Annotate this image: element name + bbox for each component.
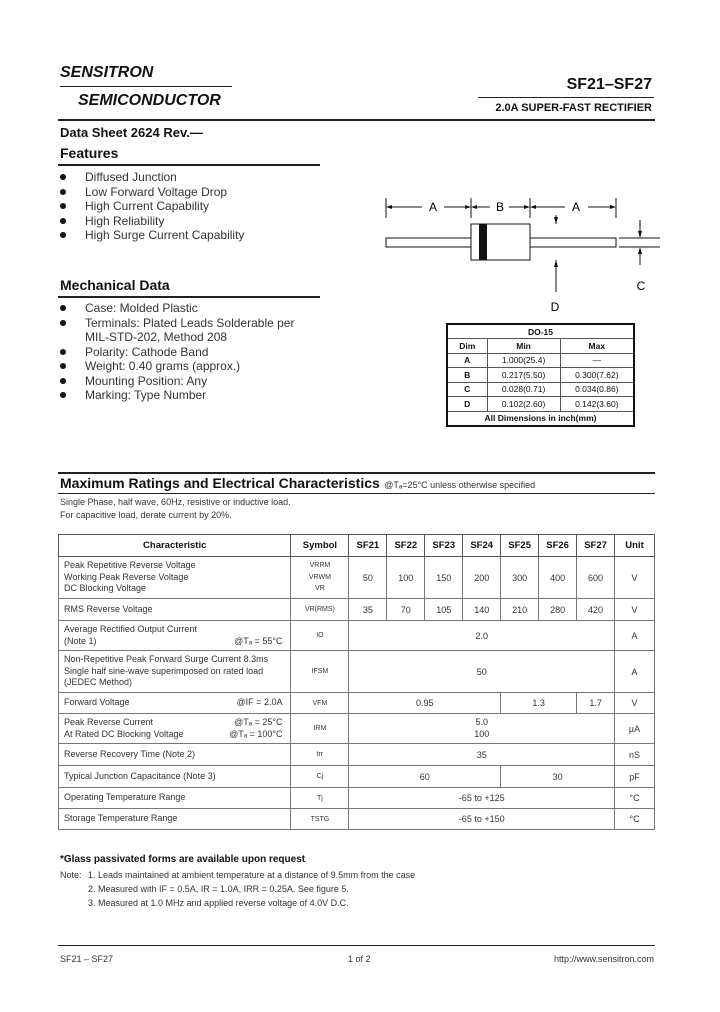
column-header: SF25 [501,535,539,557]
table-cell: 0.142(3.60) [560,397,634,412]
dim-label-d: D [550,300,560,314]
characteristic-cell: Typical Junction Capacitance (Note 3) [59,766,291,788]
list-item: Low Forward Voltage Drop [60,185,244,200]
table-row [59,599,655,621]
symbol-cell [291,557,349,599]
characteristic-note: (Note 1) [64,635,97,646]
list-item: Case: Molded Plastic [60,301,294,316]
test-condition: @Tₐ = 100°C [229,728,283,739]
brand-line1: SENSITRON [60,64,154,81]
table-cell: 0.217(5.50) [487,368,560,383]
table-row [447,397,634,412]
unit-cell: V [615,599,655,621]
column-header: Characteristic [59,535,291,557]
column-header: SF21 [349,535,387,557]
characteristic-text: Peak Repetitive Reverse Voltage [64,560,196,571]
symbol-cell: Tj [291,788,349,809]
column-header: SF22 [387,535,425,557]
value-cell: 400 [539,557,577,599]
value-cell: 210 [501,599,539,621]
value-cell: 0.95 [349,693,501,714]
list-item: Diffused Junction [60,170,244,185]
symbol-text: VR [315,585,325,593]
unit-cell: µA [615,714,655,744]
list-item: Polarity: Cathode Band [60,345,294,360]
table-row [447,382,634,397]
test-condition: @IF = 2.0A [236,697,283,708]
column-header: Dim [447,339,487,354]
value-cell: 600 [577,557,615,599]
divider [60,86,232,87]
characteristic-cell [59,557,291,599]
characteristic-cell [59,621,291,651]
test-condition: @Tₐ = 25°C [234,717,283,727]
subtitle: 2.0A SUPER-FAST RECTIFIER [495,102,652,114]
cathode-band [479,224,487,260]
ratings-note1: Single Phase, half wave, 60Hz, resistive or inductive load. [60,497,291,507]
value-cell: 60 [349,766,501,788]
column-header: Symbol [291,535,349,557]
characteristic-text [64,717,287,729]
footer-part: SF21 – SF27 [60,954,114,964]
characteristic-cell: RMS Reverse Voltage [59,599,291,621]
characteristic-cell [59,714,291,744]
table-cell: B [447,368,487,383]
characteristic-cell: Reverse Recovery Time (Note 2) [59,744,291,766]
value-cell: 280 [539,599,577,621]
value-cell: 1.7 [577,693,615,714]
characteristic-label: At Rated DC Blocking Voltage [64,728,184,739]
characteristic-text: Working Peak Reverse Voltage [64,571,189,582]
brand-line2: SEMICONDUCTOR [78,92,221,109]
divider [478,97,654,98]
value-cell [349,714,615,744]
page-number: 1 of 2 [348,954,371,964]
characteristic-text: Forward Voltage [64,697,130,708]
table-row [59,621,655,651]
characteristic-text [64,729,287,741]
value-cell: 30 [501,766,615,788]
value-cell: -65 to +150 [349,809,615,830]
part-range: SF21–SF27 [566,76,652,93]
symbol-text: VRRM [309,562,331,570]
note-item: 2. Measured with IF = 0.5A, IR = 1.0A, IRR = 0.25A. See figure 5. [88,884,349,894]
value-cell: 100 [387,557,425,599]
table-cell: D [447,397,487,412]
symbol-cell: IRM [291,714,349,744]
ratings-condition: @Tₐ=25°C unless otherwise specified [384,480,536,490]
characteristic-text: Single half sine-wave superimposed on rated load [64,665,264,676]
value-cell: 150 [425,557,463,599]
unit-cell: V [615,557,655,599]
value-cell: 50 [349,557,387,599]
dim-label-b: B [495,200,505,214]
table-row [447,368,634,383]
mechanical-list [60,301,294,403]
table-cell: 1.000(25.4) [487,353,560,368]
column-header: SF24 [463,535,501,557]
features-title: Features [60,145,119,161]
list-item: Weight: 0.40 grams (approx.) [60,359,294,374]
symbol-cell: TSTG [291,809,349,830]
list-item [60,316,294,345]
table-row [59,788,655,809]
footer-rule [58,945,655,946]
unit-cell: A [615,651,655,693]
symbol-cell: IO [291,621,349,651]
list-item: High Current Capability [60,199,244,214]
value-cell: 300 [501,557,539,599]
list-item: High Reliability [60,214,244,229]
notes-label: Note: [60,870,82,880]
value-cell: 35 [349,744,615,766]
table-cell: C [447,382,487,397]
characteristic-text: DC Blocking Voltage [64,583,147,594]
characteristic-text: Non-Repetitive Peak Forward Surge Current 8.3ms [64,654,269,665]
symbol-cell: Cj [291,766,349,788]
value-cell: 420 [577,599,615,621]
characteristic-text: (JEDEC Method) [64,677,133,688]
characteristic-cell [59,693,291,714]
ratings-heading [60,475,535,493]
glass-note: *Glass passivated forms are available upon request [60,854,306,865]
column-header: SF27 [577,535,615,557]
datasheet-rev: Data Sheet 2624 Rev.— [60,125,203,140]
value-cell: 35 [349,599,387,621]
dim-label-a: A [428,200,438,214]
column-header: Max [560,339,634,354]
note-item: 1. Leads maintained at ambient temperature at a distance of 9.5mm from the case [88,870,416,880]
dimensions-table [446,323,635,427]
dim-label-a: A [571,200,581,214]
characteristic-cell: Storage Temperature Range [59,809,291,830]
dim-label-c: C [636,279,646,293]
characteristic-cell: Operating Temperature Range [59,788,291,809]
table-row [59,766,655,788]
table-cell: 0.300(7.62) [560,368,634,383]
table-row [59,809,655,830]
characteristic-text: Average Rectified Output Current [64,624,197,634]
unit-cell: pF [615,766,655,788]
symbol-cell: VR(RMS) [291,599,349,621]
value-cell: 200 [463,557,501,599]
table-row [59,693,655,714]
footer-url[interactable]: http://www.sensitron.com [553,954,654,964]
divider [58,296,320,298]
table-row [59,744,655,766]
unit-cell: V [615,693,655,714]
value-cell: 1.3 [501,693,577,714]
ratings-note2: For capacitive load, derate current by 20%. [60,510,232,520]
section-rule [58,472,655,474]
unit-cell: °C [615,809,655,830]
list-item: High Surge Current Capability [60,228,244,243]
dimensions-footer: All Dimensions in inch(mm) [447,411,634,426]
value-cell: -65 to +125 [349,788,615,809]
symbol-cell: IFSM [291,651,349,693]
test-condition: @Tₐ = 55°C [234,635,283,646]
value-cell: 140 [463,599,501,621]
table-cell: A [447,353,487,368]
symbol-cell: VFM [291,693,349,714]
diode-outline-drawing [370,190,670,320]
list-item: Mounting Position: Any [60,374,294,389]
column-header: SF23 [425,535,463,557]
divider [58,164,320,166]
list-item-continuation: MIL-STD-202, Method 208 [85,330,228,344]
table-cell: 0.034(0.86) [560,382,634,397]
value-text: 100 [474,728,490,739]
unit-cell: °C [615,788,655,809]
characteristic-label: Peak Reverse Current [64,717,154,727]
unit-cell: nS [615,744,655,766]
value-cell: 2.0 [349,621,615,651]
column-header: Unit [615,535,655,557]
divider [58,493,655,494]
column-header: Min [487,339,560,354]
table-cell: — [560,353,634,368]
unit-cell: A [615,621,655,651]
value-cell: 50 [349,651,615,693]
note-item: 3. Measured at 1.0 MHz and applied reverse voltage of 4.0V D.C. [88,898,349,908]
list-item: Marking: Type Number [60,388,294,403]
symbol-cell: trr [291,744,349,766]
value-cell: 70 [387,599,425,621]
table-cell: 0.102(2.60) [487,397,560,412]
package-name: DO-15 [447,324,634,339]
characteristic-text [64,636,287,648]
list-item-text: Terminals: Plated Leads Solderable per [85,315,295,330]
table-row [59,714,655,744]
mechanical-title: Mechanical Data [60,277,170,293]
table-cell: 0.028(0.71) [487,382,560,397]
table-row [447,353,634,368]
header-rule [58,119,655,121]
table-row [59,557,655,599]
symbol-text: VRWM [308,573,331,581]
ratings-table [58,534,655,830]
features-list [60,170,244,243]
value-cell: 105 [425,599,463,621]
characteristic-cell [59,651,291,693]
ratings-title: Maximum Ratings and Electrical Characteristics [60,475,380,491]
column-header: SF26 [539,535,577,557]
value-text: 5.0 [475,717,488,727]
table-row [59,651,655,693]
table-header-row [59,535,655,557]
